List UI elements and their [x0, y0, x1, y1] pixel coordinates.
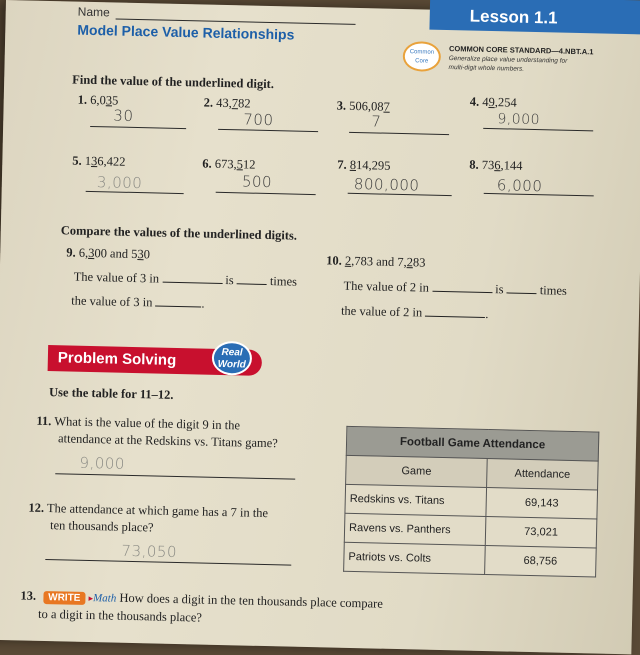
q9-line-1	[74, 270, 298, 290]
item-7	[337, 158, 390, 174]
item-number-post: ,144	[500, 158, 522, 172]
item-8	[469, 158, 522, 174]
item-number: 6.	[202, 156, 212, 170]
q10-line-2	[341, 304, 489, 322]
item-number-pre: 73	[482, 158, 495, 172]
and-word: and	[110, 246, 128, 260]
item-number: 4.	[470, 95, 480, 109]
underlined-digit: 7	[383, 100, 390, 114]
game-cell: Patriots vs. Colts	[344, 542, 486, 574]
item-number-post: ,254	[495, 95, 517, 109]
text: The value of 3 in	[74, 270, 160, 286]
item-2	[204, 96, 251, 112]
item-number-pre: 1	[85, 154, 92, 168]
question-9	[66, 245, 150, 262]
item-3	[337, 99, 390, 115]
text: is	[495, 282, 504, 296]
table-instruction: Use the table for 11–12.	[49, 385, 174, 403]
question-text-1: How does a digit in the ten thousands place compare	[119, 591, 383, 611]
standard-title: COMMON CORE STANDARD—4.NBT.A.1	[449, 44, 594, 56]
badge-top: Real	[214, 347, 250, 360]
answer-2[interactable]: 700	[243, 110, 274, 129]
underlined-digit: 9	[488, 95, 495, 109]
q10-line-1	[343, 279, 567, 299]
lesson-tab	[429, 0, 640, 35]
blank[interactable]	[432, 291, 492, 293]
real-world-badge	[212, 341, 253, 376]
underlined-digit: 3	[106, 93, 113, 107]
number-a-pre: 6,	[79, 246, 89, 260]
attendance-cell: 68,756	[485, 546, 597, 578]
item-number-post: 12	[243, 157, 256, 171]
number-a-post: ,783	[351, 254, 373, 268]
number-b-pre: 5	[131, 247, 138, 261]
text: The value of 2 in	[343, 279, 429, 295]
number-a-post: 00	[94, 246, 107, 260]
item-number: 8.	[469, 158, 479, 172]
blank[interactable]	[425, 316, 485, 318]
item-number-pre: 43,	[216, 96, 232, 110]
item-number: 7.	[337, 158, 347, 172]
common-core-badge-text: Common Core	[410, 49, 434, 64]
section1-instruction: Find the value of the underlined digit.	[72, 73, 274, 93]
blank[interactable]	[507, 292, 537, 294]
item-number: 2.	[204, 96, 214, 110]
table-row	[344, 542, 597, 577]
question-13-line-2: to a digit in the thousands place?	[38, 607, 202, 626]
item-number: 5.	[72, 154, 82, 168]
underlined-digit: 3	[91, 154, 98, 168]
underlined-digit: 3	[88, 246, 95, 260]
underlined-digit: 2	[407, 255, 414, 269]
blank[interactable]	[237, 283, 267, 285]
answer-line-4	[483, 128, 593, 131]
standard-description: Generalize place value understanding for multi-digit whole numbers.	[448, 54, 578, 75]
answer-7[interactable]: 800,000	[354, 175, 420, 194]
item-4	[470, 95, 517, 111]
number-b-post: 0	[144, 247, 151, 261]
text: the value of 3 in	[71, 294, 153, 310]
answer-12[interactable]: 73,050	[121, 542, 177, 561]
question-11-line-2: attendance at the Redskins vs. Titans game?	[58, 431, 278, 451]
answer-5[interactable]: 3,000	[97, 173, 143, 192]
table-title: Football Game Attendance	[346, 426, 599, 461]
underlined-digit: 2	[345, 254, 352, 268]
underlined-digit: 3	[137, 247, 144, 261]
underlined-digit: 5	[237, 157, 244, 171]
period: .	[201, 297, 204, 311]
item-number-post: 82	[238, 96, 251, 110]
answer-4[interactable]: 9,000	[497, 111, 540, 128]
lesson-label: Lesson 1.1	[470, 7, 558, 28]
question-number: 13.	[20, 588, 36, 602]
attendance-cell: 69,143	[486, 488, 598, 520]
table-header-game: Game	[346, 455, 488, 487]
game-cell: Redskins vs. Titans	[345, 484, 487, 516]
section2-instruction: Compare the values of the underlined digits.	[61, 223, 298, 243]
blank[interactable]	[162, 282, 222, 284]
text: the value of 2 in	[341, 304, 423, 320]
item-number-pre: 6,0	[90, 93, 106, 107]
question-11	[36, 414, 240, 434]
game-cell: Ravens vs. Panthers	[344, 513, 486, 545]
page-title: Model Place Value Relationships	[77, 22, 294, 43]
question-number: 11.	[36, 414, 51, 428]
question-text-1: The attendance at which game has a 7 in the	[47, 501, 268, 520]
common-core-logo	[402, 41, 441, 72]
underlined-digit: 7	[232, 96, 239, 110]
item-number: 1.	[78, 93, 88, 107]
question-text-1: What is the value of the digit 9 in the	[54, 414, 240, 432]
answer-8[interactable]: 6,000	[497, 176, 543, 195]
item-number-post: 6,422	[97, 154, 125, 169]
item-number-pre: 4	[482, 95, 489, 109]
item-number-pre: 673,	[215, 157, 237, 171]
attendance-table	[343, 426, 599, 578]
underlined-digit: 8	[350, 158, 357, 172]
write-badge: WRITE	[43, 591, 86, 605]
answer-6[interactable]: 500	[242, 172, 273, 191]
banner-label: Problem Solving	[58, 349, 177, 369]
answer-line-2	[218, 129, 318, 132]
answer-line-1	[90, 126, 186, 129]
blank[interactable]	[155, 305, 201, 307]
badge-bottom: World	[214, 359, 250, 372]
underlined-digit: 6	[494, 158, 501, 172]
item-5	[72, 154, 125, 170]
answer-line-5	[86, 191, 184, 194]
answer-line-7	[348, 193, 452, 196]
answer-line-11	[55, 473, 295, 479]
question-number: 9.	[66, 245, 76, 259]
name-label: Name	[78, 5, 110, 20]
item-number: 3.	[337, 99, 347, 113]
answer-3[interactable]: 7	[371, 112, 381, 130]
math-label-arrow: ▸	[88, 593, 93, 603]
question-number: 12.	[28, 501, 44, 515]
question-12-line-2: ten thousands place?	[50, 518, 154, 535]
number-b-post: 83	[413, 255, 426, 269]
item-1	[78, 93, 119, 109]
answer-line-3	[349, 132, 449, 135]
number-b-pre: 7,	[397, 255, 407, 269]
and-word: and	[376, 254, 394, 268]
item-number-post: 14,295	[356, 158, 391, 173]
answer-line-8	[484, 193, 594, 196]
attendance-cell: 73,021	[485, 517, 597, 549]
text: times	[270, 274, 297, 289]
item-number-pre: 506,08	[349, 99, 384, 114]
answer-line-6	[216, 192, 316, 195]
text: is	[225, 273, 234, 287]
q9-line-2	[71, 294, 205, 312]
question-number: 10.	[326, 253, 342, 267]
question-10	[326, 253, 426, 270]
item-6	[202, 156, 255, 172]
text: times	[540, 283, 567, 298]
answer-11[interactable]: 9,000	[79, 454, 125, 473]
period: .	[485, 307, 488, 321]
math-label: Math	[93, 592, 117, 605]
item-number-post: 5	[112, 93, 119, 107]
answer-1[interactable]: 30	[113, 106, 133, 124]
table-header-attendance: Attendance	[487, 459, 599, 491]
